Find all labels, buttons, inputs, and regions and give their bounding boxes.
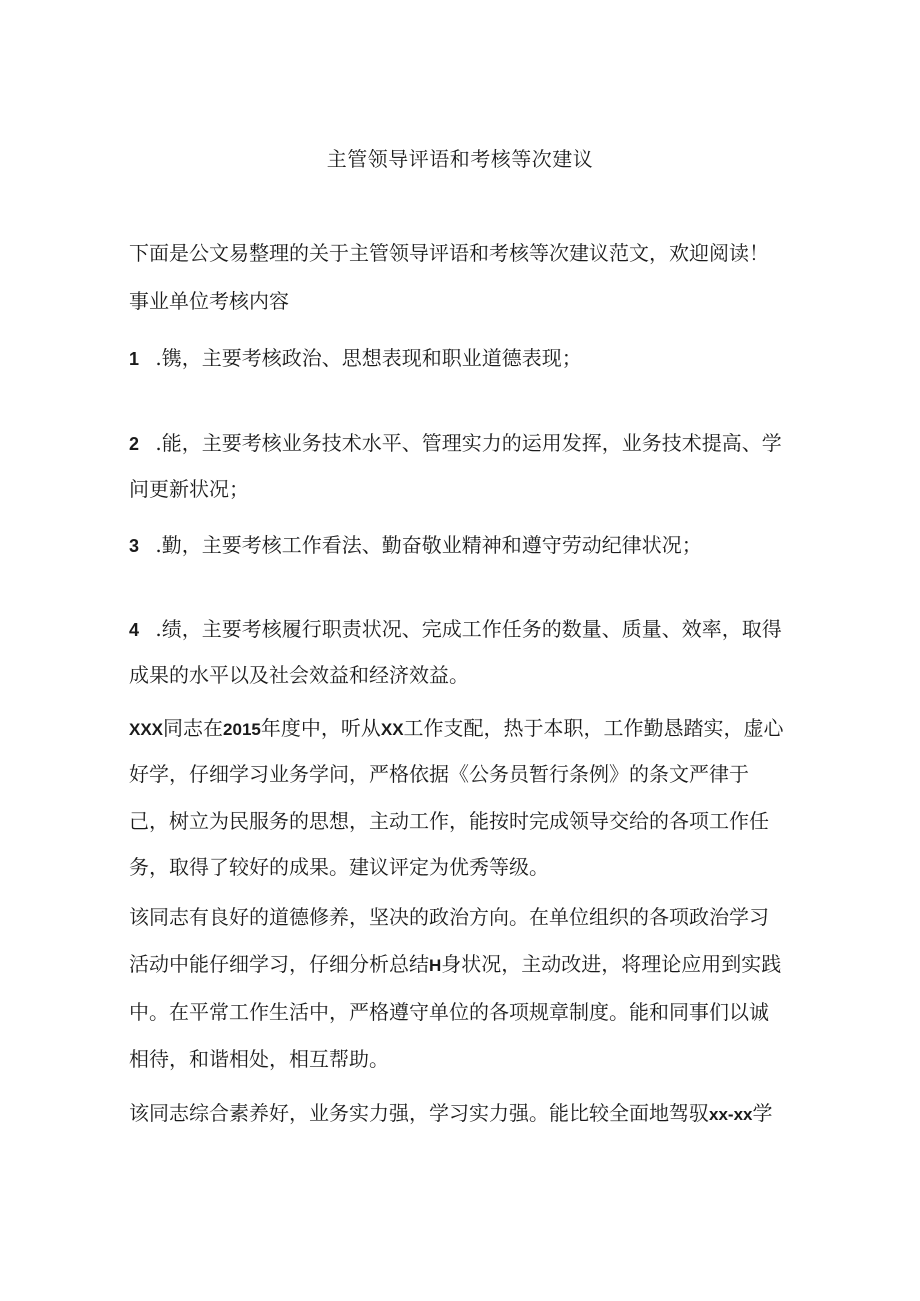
paragraph-1-line-2: 好学，仔细学习业务学问，严格依据《公务员暂行条例》的条文严律于	[129, 762, 749, 786]
item-number: 3	[129, 536, 140, 556]
paragraph-2-line-3: 中。在平常工作生活中，严格遵守单位的各项规章制度。能和同事们以诚	[129, 1000, 769, 1024]
item-number: 4	[129, 620, 140, 640]
list-item-2-continuation: 问更新状况；	[129, 477, 249, 501]
paragraph-2-line-2	[129, 948, 781, 977]
item-number: 2	[129, 434, 140, 454]
document-title: 主管领导评语和考核等次建议	[326, 147, 594, 171]
paragraph-3-line-1	[129, 1097, 772, 1126]
inline-text: 2015	[223, 720, 261, 739]
item-text: .勤，主要考核工作看法、勤奋敬业精神和遵守劳动纪律状况；	[155, 533, 702, 557]
inline-text: 该同志综合素养好，业务实力强，学习实力强。能比较全面地驾驭	[129, 1101, 709, 1125]
inline-text: XXX	[129, 720, 164, 739]
inline-text: xx-xx	[709, 1105, 753, 1124]
list-item-4-continuation: 成果的水平以及社会效益和经济效益。	[129, 663, 469, 687]
paragraph-1-line-4: 务，取得了较好的成果。建议评定为优秀等级。	[129, 855, 549, 879]
list-item-1	[129, 342, 582, 371]
paragraph-2-line-1: 该同志有良好的道德修养，坚决的政治方向。在单位组织的各项政治学习	[129, 905, 769, 929]
paragraph-1-line-1	[129, 712, 784, 741]
inline-text: 工作支配，热于本职，工作勤恳踏实，虚心	[403, 716, 784, 740]
list-item-4	[129, 613, 782, 642]
list-item-2	[129, 427, 782, 456]
list-item-3	[129, 529, 702, 558]
inline-text: XX	[380, 720, 404, 739]
item-text: .能，主要考核业务技术水平、管理实力的运用发挥，业务技术提高、学	[155, 431, 782, 455]
inline-text: H	[429, 956, 442, 975]
item-text: .镌，主要考核政治、思想表现和职业道德表现；	[155, 346, 582, 370]
paragraph-2-line-4: 相待，和谐相处，相互帮助。	[129, 1047, 389, 1071]
inline-text: 学	[752, 1101, 773, 1125]
inline-text: 身状况，主动改进，将理论应用到实践	[441, 952, 782, 976]
inline-text: 年度中，听从	[260, 716, 381, 740]
item-number: 1	[129, 349, 140, 369]
inline-text: 同志在	[163, 716, 224, 740]
intro-text: 下面是公文易整理的关于主管领导评语和考核等次建议范文，欢迎阅读！	[129, 241, 769, 265]
section-heading: 事业单位考核内容	[129, 289, 289, 313]
paragraph-1-line-3: 己，树立为民服务的思想，主动工作，能按时完成领导交给的各项工作任	[129, 809, 769, 833]
inline-text: 活动中能仔细学习，仔细分析总结	[129, 952, 429, 976]
item-text: .绩，主要考核履行职责状况、完成工作任务的数量、质量、效率，取得	[155, 617, 782, 641]
